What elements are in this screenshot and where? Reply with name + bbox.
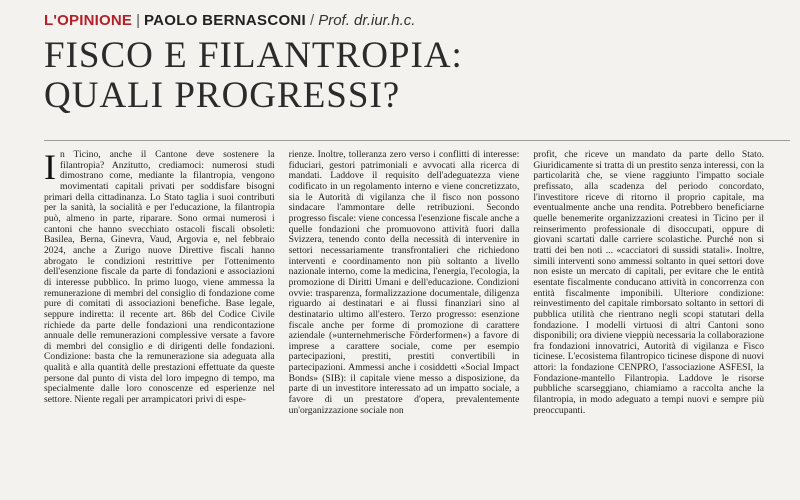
author-title: Prof. dr.iur.h.c. xyxy=(318,12,416,29)
article-column-1 xyxy=(44,150,275,500)
header-separator: | xyxy=(136,12,140,29)
author-name: PAOLO BERNASCONI xyxy=(143,12,307,29)
drop-cap: I xyxy=(44,150,56,187)
article-column-3 xyxy=(533,150,764,500)
article-headline xyxy=(44,36,764,116)
headline-line-1: FISCO E FILANTROPIA: xyxy=(44,35,463,76)
headline-divider xyxy=(44,140,790,141)
section-label: L'OPINIONE xyxy=(44,12,133,29)
article-column-2 xyxy=(289,150,520,500)
header-separator-2: / xyxy=(310,12,315,29)
column-3-text: profit, che riceve un mandato da parte dello Stato. Giuridicamente si tratta di un prestito senza interessi, con la particolarità che, se viene raggiunto l'impatto sociale prefissato, alla scadenza del periodo concordato, l'investitore riceve di ritorno il proprio capitale, ma eventualmente anche una rendita. Potrebbero beneficiarne quelle benemerite organizzazioni createsi in Ticino per il reinserimento professionale di disoccupati, oppure di giovani scartati dalle carriere scolastiche. Purché non si tratti dei ben noti ... «cacciatori di sussidi statali». Inoltre, simili interventi sono ammessi soltanto in quei settori dove non esiste un mercato di capitali, per evitare che le entità esentate fiscalmente conducano attività in concorrenza con entità fiscalmente imponibili. Ulteriore condizione: reinvestimento del capitale rimborsato soltanto in settori di pubblica utilità che rientrano negli scopi statutari della fondazione. I modelli virtuosi di altri Cantoni sono disponibili; ora diviene vieppiù necessaria la collaborazione fra fondazioni innovatrici, Autorità di vigilanza e Fisco ticinese. L'ecosistema filantropico ticinese dispone di nuovi attori: la fondazione CENPRO, l'associazione ASFESI, la Fondazione-mantello Filantropia. Laddove le risorse pubbliche scarseggiano, chiamiamo a raccolta anche la filantropia, in modo adeguato a tempi nuovi e sempre più preoccupanti. xyxy=(533,150,765,416)
column-1-text: n Ticino, anche il Cantone deve sostenere la filantropia? Anzitutto, crediamoci: numerosi studi dimostrano come, mediante la filantropia, vengono movimentati capitali privati per soddisfare bisogni primari della cittadinanza. Lo Stato taglia i suoi contributi per la sanità, la socialità e per l'educazione, la filantropia può, almeno in parte, riparare. Sono ormai numerosi i cantoni che hanno svecchiato ostacoli fiscali obsoleti: Basilea, Berna, Ginevra, Vaud, Argovia e, nel febbraio 2024, anche a Zurigo nuove Direttive fiscali hanno abrogato le condizioni restrittive per l'ottenimento dell'esenzione fiscale da parte di fondazioni e associazioni di interesse pubblico. In primo luogo, viene ammessa la remunerazione di membri del consiglio di fondazione come pure di comitati di associazioni benefiche. Base legale, seppure indiretta: il recente art. 86b del Codice Civile richiede da parte delle fondazioni una rendicontazione annuale delle remunerazioni complessive versate a favore di membri del consiglio e di dirigenti delle fondazioni. Condizione: basta che la remunerazione sia adeguata alla qualità e alla quantità delle prestazioni effettuate da queste persone dal punto di vista del loro impegno di tempo, ma specialmente dalle loro conoscenze ed esperienze nel settore. Niente regali per arrampicatori privi di espe- xyxy=(44,150,275,406)
column-2-text: rienze. Inoltre, tolleranza zero verso i conflitti di interesse: fiduciari, gestori patrimoniali e avvocati alla ricerca di mandati. Laddove il requisito dell'adeguatezza viene codificato in un regolamento interno e viene concretizzato, sia le Autorità di vigilanza che il fisco non possono sindacare l'ammontare delle retribuzioni. Secondo progresso fiscale: viene concessa l'esenzione fiscale anche a quelle fondazioni che promuovono attività fuori dalla Svizzera, tenendo conto della necessità di intervenire in settori necessariamente transfrontalieri che richiedono interventi e coordinamento non più soltanto a livello nazionale interno, come la medicina, l'energia, l'ecologia, la promozione di Diritti Umani e dell'educazione. Condizioni ovvie: trasparenza, formalizzazione documentale, diligenza riguardo ai destinatari e ai flussi finanziari sino al destinatario ultimo all'estero. Terzo progresso: esenzione fiscale anche per forme di promozione di carattere aziendale (»unternehmerische Förderformen«) a favore di imprese a carattere sociale, come per esempio partecipazioni, prestiti, prestiti convertibili in partecipazioni. Ammessi anche i cosiddetti «Social Impact Bonds» (SIB): il capitale viene messo a disposizione, da parte di un investitore interessato ad un impatto sociale, a favore di un prestatore d'opera, prevalentemente un'organizzazione sociale non xyxy=(288,150,520,416)
headline-line-2: QUALI PROGRESSI? xyxy=(44,75,401,116)
article-header xyxy=(44,10,790,32)
article-body xyxy=(44,150,764,500)
